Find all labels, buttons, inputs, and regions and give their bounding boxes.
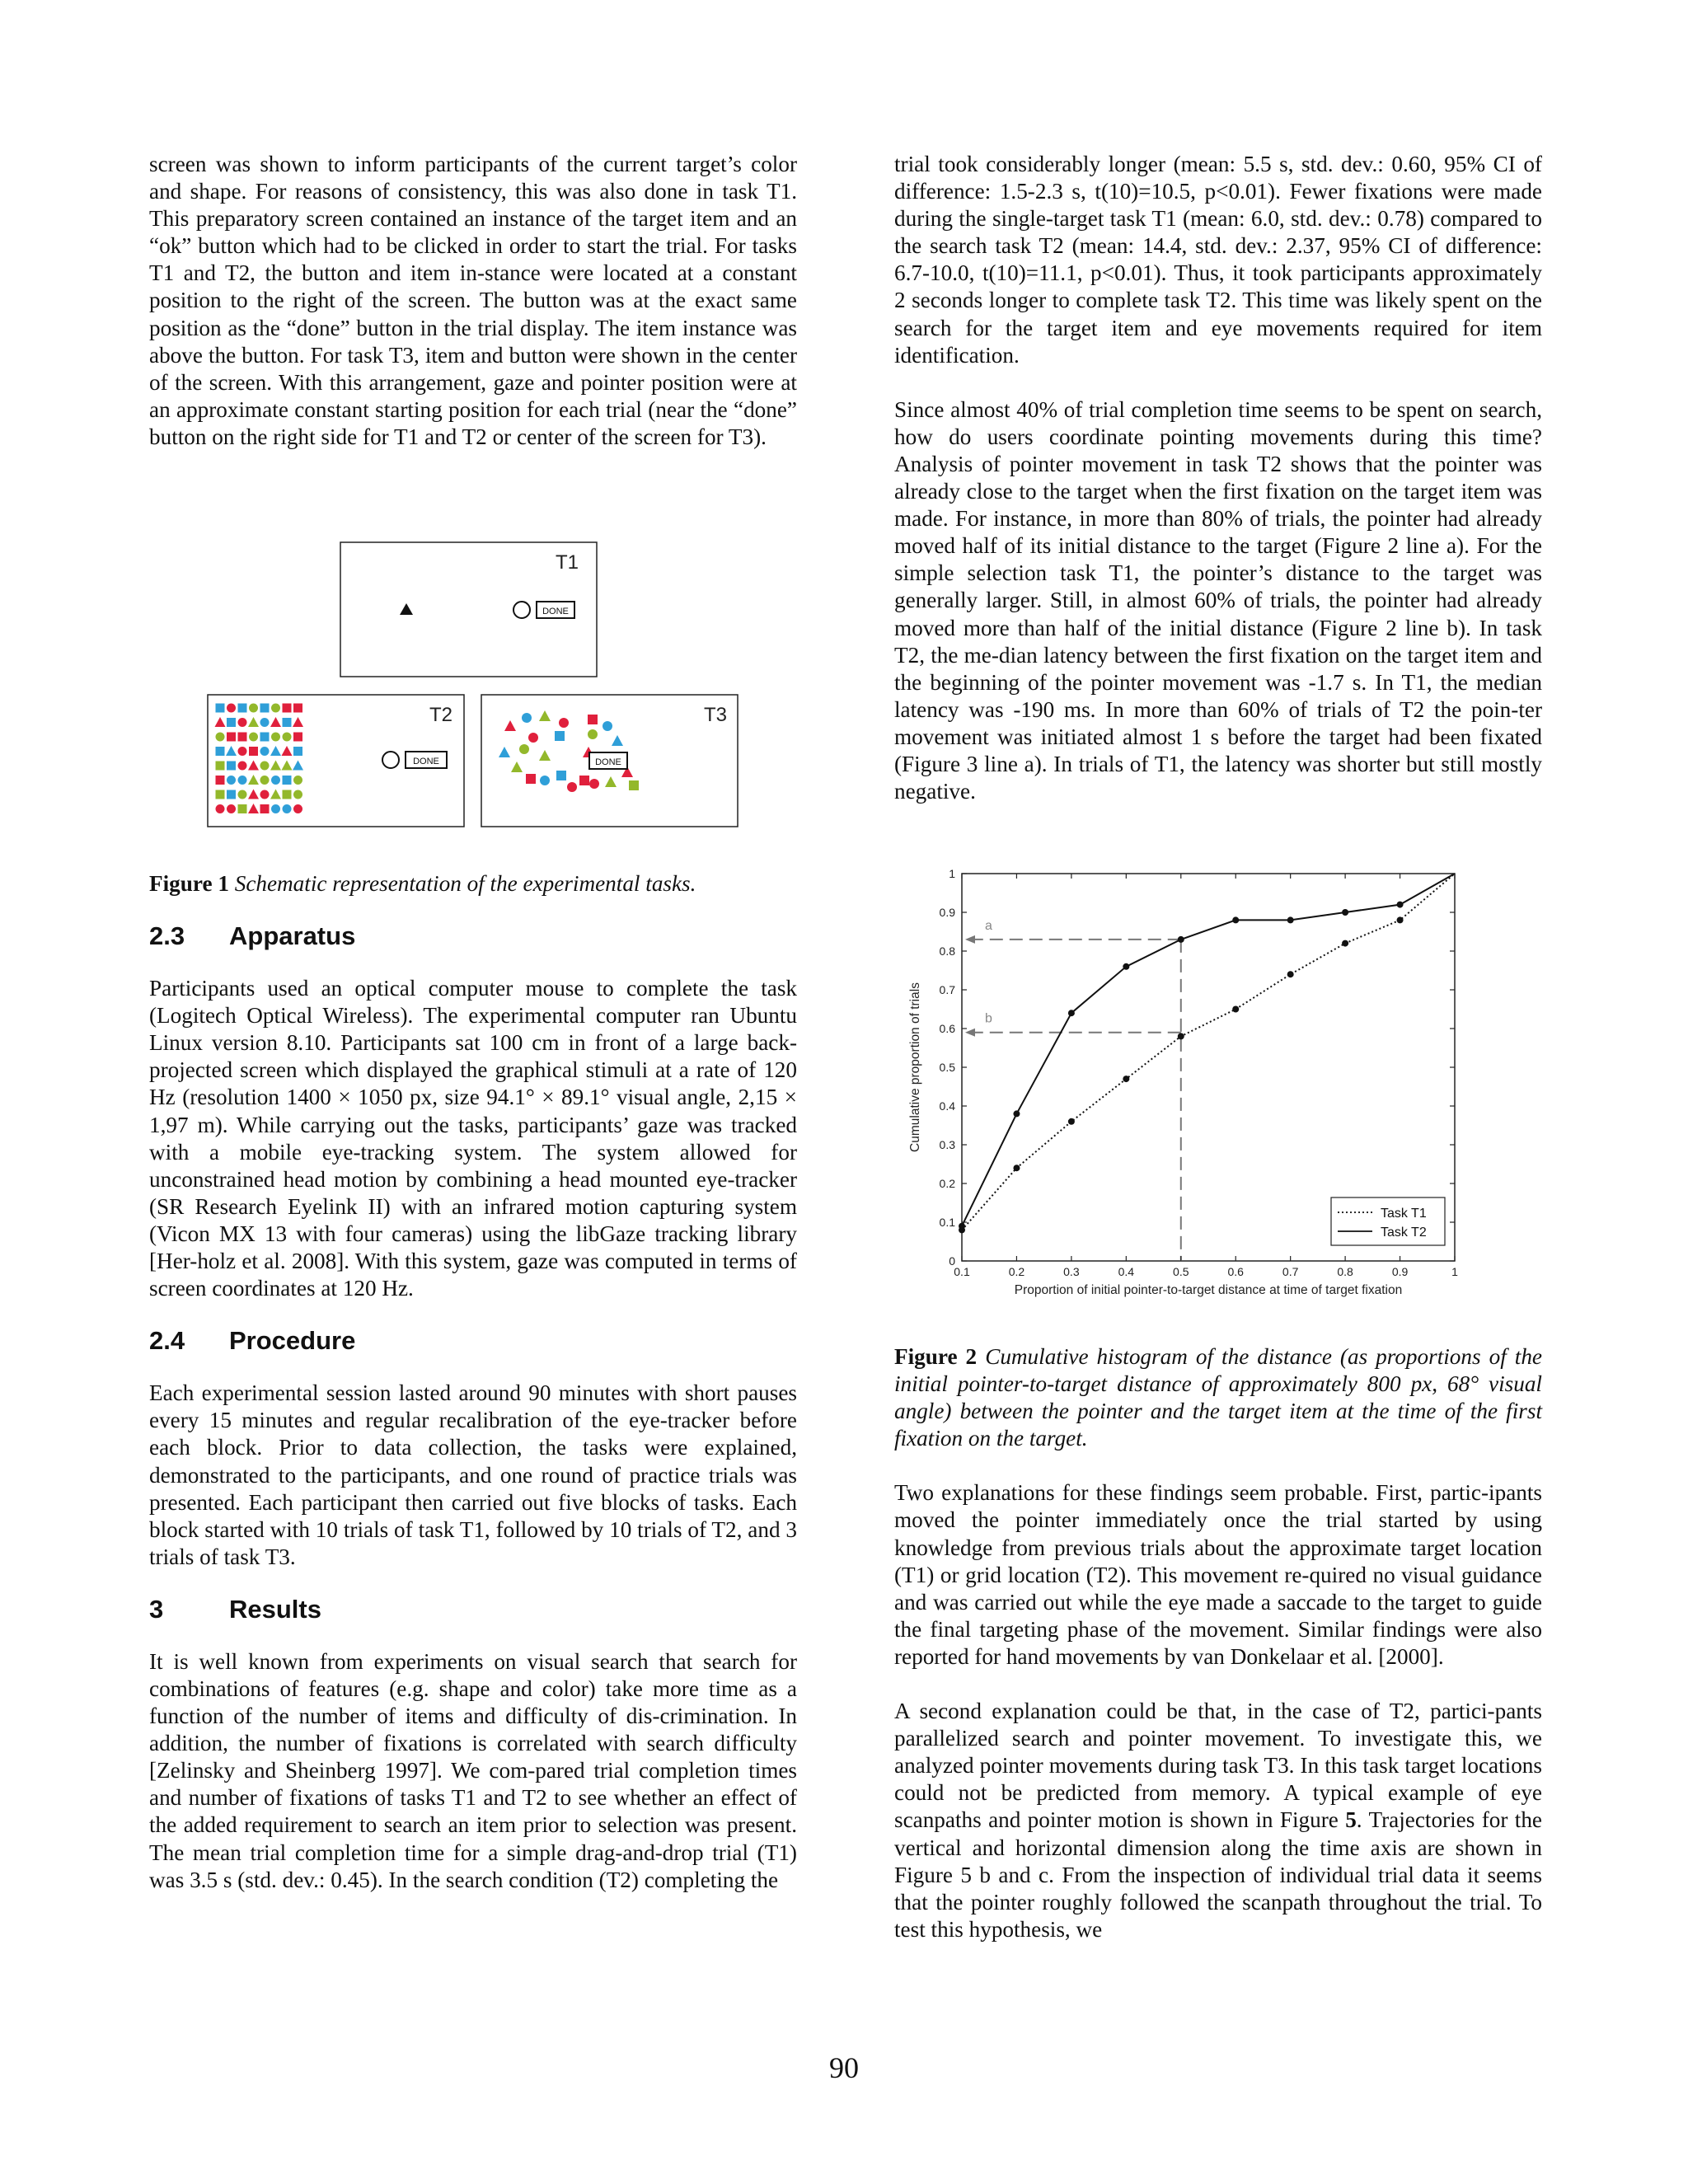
panel-t2 — [208, 695, 464, 827]
panel-t2-label: T2 — [429, 704, 453, 726]
figure-2-chart — [894, 861, 1471, 1315]
x-tick-label: 0.1 — [954, 1265, 970, 1278]
panel-t3 — [481, 695, 738, 827]
circle-shape — [249, 704, 258, 713]
circle-shape — [260, 790, 270, 799]
square-shape — [227, 790, 236, 799]
square-shape — [249, 747, 258, 756]
y-tick-label: 0.5 — [939, 1061, 955, 1074]
arrow-left-icon — [965, 1029, 975, 1037]
legend-label-t2: Task T2 — [1381, 1226, 1427, 1240]
circle-shape — [603, 721, 612, 731]
figure-2-caption-label: Figure 2 — [894, 1344, 978, 1369]
y-axis-label: Cumulative proportion of trials — [908, 982, 922, 1152]
chart-legend — [1331, 1197, 1445, 1245]
section-title: Procedure — [229, 1326, 356, 1356]
figure-1-caption-text: Schematic representation of the experimental tasks. — [234, 871, 696, 896]
data-point-t2 — [1232, 916, 1239, 923]
section-title: Apparatus — [229, 921, 356, 951]
x-tick-label: 0.3 — [1063, 1265, 1080, 1278]
circle-shape — [293, 804, 302, 813]
data-point-t2 — [1013, 1110, 1020, 1117]
square-shape — [227, 718, 236, 727]
figure-ref: 5 — [1345, 1807, 1357, 1833]
annotation-label-a: a — [985, 918, 992, 933]
section-heading-apparatus — [149, 909, 797, 963]
done-label: DONE — [595, 757, 621, 767]
circle-shape — [227, 704, 236, 713]
square-shape — [216, 790, 225, 799]
data-point-t2 — [1342, 909, 1348, 916]
panel-t1 — [340, 542, 597, 677]
circle-shape — [559, 718, 569, 728]
data-point-t1 — [1068, 1118, 1075, 1125]
paragraph-procedure: Each experimental session lasted around 90 minutes with short pauses every 15 minutes and regular recalibration of the eye-tracker before each block. Prior to data collection, the tasks were explained, demonstrated to the participants, and one round of practice trials was presented. Each participant then carried out five blocks of tasks. Each block started with 10 trials of task T1, followed by 10 trials of T2, and 3 trials of task T3. — [149, 1380, 797, 1569]
square-shape — [227, 762, 236, 771]
legend-label-t1: Task T1 — [1381, 1207, 1427, 1221]
circle-shape — [238, 790, 247, 799]
right-column — [894, 151, 1542, 805]
circle-shape — [260, 762, 270, 771]
circle-shape — [522, 713, 532, 723]
y-tick-label: 0.4 — [939, 1099, 955, 1113]
circle-shape — [249, 733, 258, 742]
square-shape — [579, 776, 589, 785]
paragraph-r4 — [894, 1698, 1542, 1943]
paragraph-r4-part1: A second explanation could be that, in the case of T2, partici-pants parallelized search and pointer movement. To investigate this, we analyzed pointer movements during task T3. In this task target locations could not be predicted from memory. A typical example of eye scanpaths and pointer motion is shown in Figure — [894, 1699, 1542, 1833]
circle-shape — [271, 733, 280, 742]
paragraph-intro: screen was shown to inform participants of the current target’s color and shape. For reasons of consistency, this was also done in task T1. This preparatory screen contained an instance of the target item and an “ok” button which had to be clicked in order to start the trial. For tasks T1 and T2, the button and item in-stance were located at a constant position to the right of the screen. The button was at the exact same position as the “done” button in the trial display. The item instance was above the button. For task T3, item and button were shown in the center of the screen. With this arrangement, gaze and pointer position were at an approximate constant starting position for each trial (near the “done” button on the right side for T1 and T2 or center of the screen for T3). — [149, 152, 797, 449]
data-point-t2 — [1397, 902, 1404, 908]
x-tick-label: 0.8 — [1337, 1265, 1353, 1278]
square-shape — [556, 771, 566, 780]
circle-shape — [271, 704, 280, 713]
circle-shape — [540, 776, 550, 785]
square-shape — [293, 747, 302, 756]
paragraph-r4-part2: . Trajectories for the vertical and horizontal dimension along the time axis are shown in Figure 5 b and c. From the inspection of individual trial data it seems that the pointer roughly followed the scanpath throughout the trial. To test this hypothesis, we — [894, 1807, 1542, 1942]
paragraph-results: It is well known from experiments on visual search that search for combinations of features (e.g. shape and color) take more time as a function of the number of items and difficulty of dis-crimination. In addition, the number of fixations is correlated with search difficulty [Zelinsky and Sheinberg 1997]. We com-pared trial completion times and number of fixations of tasks T1 and T2 to see whether an effect of the added requirement to search an item prior to selection was present. The mean trial completion time for a simple drag-and-drop trial (T1) was 3.5 s (std. dev.: 0.45). In the search condition (T2) completing the — [149, 1648, 797, 1892]
circle-shape — [238, 762, 247, 771]
square-shape — [227, 733, 236, 742]
done-label: DONE — [413, 757, 439, 766]
data-point-t1 — [1342, 940, 1348, 947]
square-shape — [260, 704, 270, 713]
data-point-t1 — [1123, 1076, 1129, 1082]
circle-shape — [260, 747, 270, 756]
circle-shape — [260, 776, 270, 785]
paragraph-apparatus: Participants used an optical computer mouse to complete the task (Logitech Optical Wireless). The experimental computer ran Ubuntu Linux version 8.10. Participants sat 100 cm in front of a large back-projected screen which displayed the graphical stimuli at a rate of 120 Hz (resolution 1400 × 1050 px, size 94.1° × 89.1° visual angle, 2,15 × 1,97 m). While carrying out the tasks, participants’ gaze was tracked with a mobile eye-tracking system. The system allowed for unconstrained head motion by combining a head mounted eye-tracker (SR Research Eyelink II) with an infrared motion capturing system (Vicon MX 13 with four cameras) using the libGaze tracking library [Her-holz et al. 2008]. With this system, gaze was computed in terms of screen coordinates at 120 Hz. — [149, 976, 797, 1301]
data-point-t2 — [1178, 936, 1184, 943]
square-shape — [216, 704, 225, 713]
left-column-lower — [149, 870, 797, 1894]
circle-shape — [271, 776, 280, 785]
circle-shape — [589, 779, 599, 789]
square-shape — [526, 774, 536, 784]
circle-shape — [227, 804, 236, 813]
circle-shape — [283, 804, 292, 813]
section-heading-procedure — [149, 1314, 797, 1368]
panel-t1-label: T1 — [556, 551, 579, 574]
circle-shape — [283, 733, 292, 742]
done-label: DONE — [542, 607, 569, 616]
section-number: 2.3 — [149, 921, 185, 951]
panel-t3-label: T3 — [704, 704, 728, 726]
square-shape — [238, 804, 247, 813]
circle-shape — [567, 782, 577, 792]
square-shape — [260, 804, 270, 813]
figure-2-caption — [894, 1343, 1542, 1452]
paragraph-r3: Two explanations for these findings seem probable. First, partic-ipants moved the pointer immediately once the trial started by using knowledge from previous trials about the approximate target location (T1) or grid location (T2). This movement re-quired no visual guidance and was carried out while the eye made a saccade to the target to guide the final targeting phase of the movement. Similar findings were also reported for hand movements by van Donkelaar et al. [2000]. — [894, 1480, 1542, 1669]
data-point-t2 — [1123, 963, 1129, 970]
left-column — [149, 151, 797, 451]
series-line-t2 — [962, 874, 1455, 1226]
section-number: 3 — [149, 1594, 164, 1624]
x-axis-label: Proportion of initial pointer-to-target distance at time of target fixation — [1014, 1283, 1403, 1297]
square-shape — [588, 715, 598, 724]
square-shape — [283, 704, 292, 713]
circle-shape — [271, 804, 280, 813]
figure-1-caption-label: Figure 1 — [149, 871, 229, 896]
square-shape — [555, 731, 565, 741]
square-shape — [293, 733, 302, 742]
y-tick-label: 0.3 — [939, 1138, 955, 1151]
square-shape — [216, 776, 225, 785]
x-tick-label: 0.9 — [1391, 1265, 1409, 1278]
circle-shape — [238, 747, 247, 756]
square-shape — [238, 704, 247, 713]
x-tick-label: 1 — [1451, 1265, 1458, 1278]
page-number: 90 — [829, 2051, 859, 2084]
circle-shape — [216, 733, 225, 742]
circle-shape — [519, 744, 529, 754]
circle-shape — [528, 733, 538, 743]
x-tick-label: 0.7 — [1282, 1265, 1299, 1278]
square-shape — [283, 718, 292, 727]
right-column-lower — [894, 1343, 1542, 1943]
data-point-t1 — [1232, 1006, 1239, 1013]
chart-guides — [965, 919, 1181, 1261]
data-point-t2 — [1068, 1010, 1075, 1016]
square-shape — [293, 704, 302, 713]
section-number: 2.4 — [149, 1326, 185, 1356]
circle-shape — [238, 718, 247, 727]
square-shape — [216, 762, 225, 771]
paragraph-r2: Since almost 40% of trial completion time seems to be spent on search, how do users coordinate pointing movements during this time? Analysis of pointer movement in task T2 shows that the pointer was already close to the target when the first fixation on the target item was made. For instance, in more than 80% of trials, the pointer had already moved half of its initial distance to the target (Figure 2 line a). For the simple selection task T1, the pointer’s distance to the target was generally larger. Still, in almost 60% of trials, the pointer had already moved more than half of the initial distance (Figure 2 line b). In task T2, the me-dian latency between the first fixation on the target item and the beginning of the pointer movement was -1.7 s. In T1, the median latency was -190 ms. In more than 60% of trials of T2 the poin-ter movement was initiated almost 1 s before the target had been fixated (Figure 3 line a). In trials of T1, the latency was shorter but still mostly negative. — [894, 396, 1542, 804]
figure-1-caption — [149, 870, 797, 898]
chart-lines — [962, 874, 1455, 1230]
circle-shape — [293, 776, 302, 785]
y-tick-label: 0.7 — [939, 983, 955, 996]
figure-1 — [205, 540, 755, 828]
section-title: Results — [229, 1594, 321, 1624]
square-shape — [283, 790, 292, 799]
square-shape — [283, 776, 292, 785]
square-shape — [216, 747, 225, 756]
square-shape — [238, 733, 247, 742]
circle-shape — [227, 776, 236, 785]
y-tick-label: 0.2 — [939, 1177, 955, 1190]
data-point-t1 — [1178, 1033, 1184, 1039]
y-tick-label: 0 — [949, 1254, 955, 1268]
figure-2-caption-text: Cumulative histogram of the distance (as proportions of the initial pointer-to-target distance of approximately 800 px, 68° visual angle) between the pointer and the target item at the time of the first fixation on the target. — [894, 1344, 1543, 1451]
y-tick-label: 0.9 — [939, 906, 955, 919]
data-point-t1 — [1013, 1165, 1020, 1171]
y-tick-label: 1 — [949, 867, 955, 880]
circle-shape — [293, 790, 302, 799]
circle-shape — [216, 804, 225, 813]
x-tick-label: 0.4 — [1118, 1265, 1135, 1278]
series-line-t1 — [962, 874, 1455, 1230]
y-tick-label: 0.8 — [939, 944, 955, 958]
data-point-t2 — [1287, 916, 1294, 923]
circle-shape — [238, 776, 247, 785]
circle-shape — [260, 718, 270, 727]
paragraph-r1: trial took considerably longer (mean: 5.5 s, std. dev.: 0.60, 95% CI of difference: 1.5-2.3 s, t(10)=10.5, p<0.01). Fewer fixations were made during the single-target task T1 (mean: 6.0, std. dev.: 0.78) compared to the search task T2 (mean: 14.4, std. dev.: 2.37, 95% CI of difference: 6.7-10.0, t(10)=11.1, p<0.01). Thus, it took participants approximately 2 seconds longer to complete task T2. This time was likely spent on the search for the target item and eye movements required for item identification. — [894, 152, 1542, 368]
section-heading-results — [149, 1582, 797, 1637]
annotation-label-b: b — [985, 1011, 992, 1026]
square-shape — [260, 733, 270, 742]
circle-shape — [588, 729, 598, 739]
y-tick-label: 0.6 — [939, 1022, 955, 1035]
y-tick-label: 0.1 — [939, 1216, 955, 1229]
data-point-t1 — [1287, 971, 1294, 977]
data-point-t1 — [1397, 916, 1404, 923]
x-tick-label: 0.6 — [1227, 1265, 1244, 1278]
x-tick-label: 0.2 — [1008, 1265, 1025, 1278]
square-shape — [629, 780, 639, 790]
x-tick-label: 0.5 — [1173, 1265, 1189, 1278]
data-point-t2 — [959, 1223, 965, 1230]
arrow-left-icon — [965, 935, 975, 944]
